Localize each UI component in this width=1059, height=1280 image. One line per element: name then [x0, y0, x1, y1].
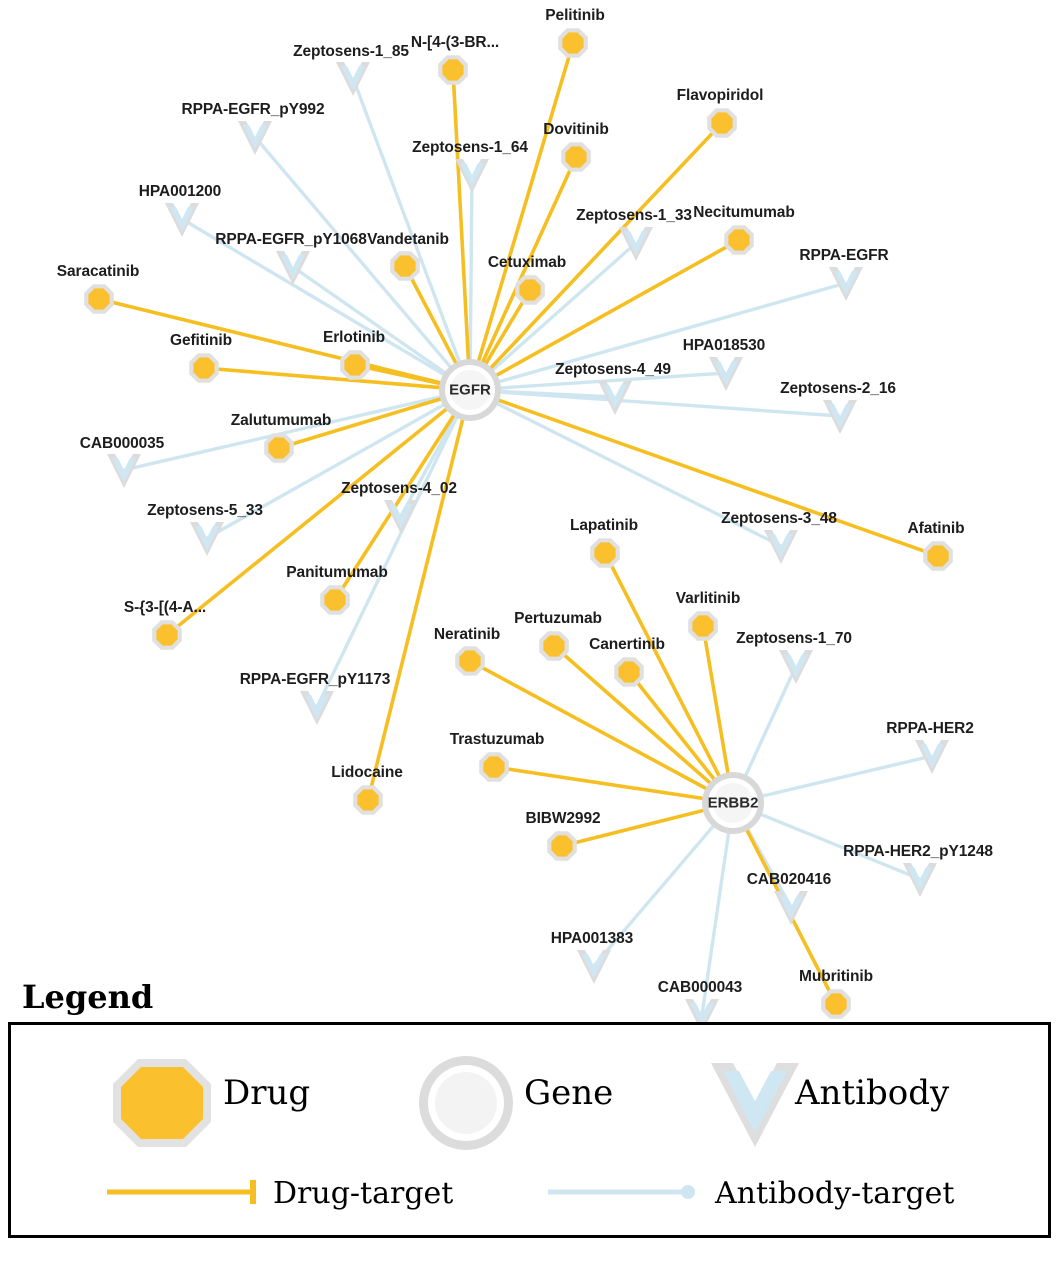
- drug-node[interactable]: [344, 354, 365, 375]
- drug-label: Dovitinib: [543, 121, 609, 138]
- antibody-edge-icon: [544, 1177, 704, 1207]
- antibody-label: HPA018530: [682, 337, 766, 354]
- edge: [293, 267, 445, 373]
- drug-label: N-[4-(3-BR...: [410, 34, 500, 51]
- drug-label: Lapatinib: [570, 517, 638, 534]
- antibody-label: CAB000043: [657, 979, 743, 996]
- drug-label: Pertuzumab: [514, 610, 602, 627]
- legend-label-drug-target: Drug-target: [273, 1176, 454, 1211]
- antibody-label: RPPA-EGFR_pY1173: [239, 671, 391, 688]
- antibody-label: Zeptosens-1_33: [576, 207, 692, 224]
- antibody-label: RPPA-HER2: [886, 720, 974, 737]
- drug-node[interactable]: [519, 279, 540, 300]
- antibody-label: Zeptosens-5_33: [147, 502, 263, 519]
- drug-label: Afatinib: [907, 520, 965, 537]
- drug-label: Cetuximab: [487, 254, 567, 271]
- drug-node[interactable]: [156, 624, 177, 645]
- antibody-label: RPPA-EGFR_pY992: [181, 101, 325, 118]
- drug-label: Zalutumumab: [230, 412, 332, 429]
- drug-edge-icon: [103, 1177, 273, 1207]
- drug-node[interactable]: [193, 357, 214, 378]
- legend-label-gene: Gene: [524, 1073, 614, 1113]
- drug-label: Lidocaine: [331, 764, 403, 781]
- drug-label: Vandetanib: [367, 231, 449, 248]
- edge: [499, 283, 846, 382]
- legend-label-drug: Drug: [223, 1073, 311, 1113]
- antibody-label: CAB000035: [79, 435, 165, 452]
- drug-node[interactable]: [543, 635, 564, 656]
- edge: [204, 368, 440, 388]
- drug-node[interactable]: [728, 229, 749, 250]
- chevron-down-icon: [705, 1053, 805, 1153]
- drug-label: S-{3-[(4-A...: [123, 599, 207, 616]
- drug-label: Saracatinib: [56, 263, 140, 280]
- antibody-label: RPPA-EGFR_pY1068: [215, 231, 367, 248]
- drug-node[interactable]: [711, 112, 732, 133]
- drug-node[interactable]: [551, 835, 572, 856]
- antibody-label: Zeptosens-3_48: [721, 510, 837, 527]
- legend-label-antibody: Antibody: [795, 1073, 950, 1113]
- drug-node[interactable]: [357, 789, 378, 810]
- drug-node[interactable]: [483, 756, 504, 777]
- legend: [0, 978, 1059, 1238]
- drug-node[interactable]: [394, 255, 415, 276]
- drug-label: Neratinib: [433, 626, 501, 643]
- antibody-label: CAB020416: [746, 871, 832, 888]
- drug-node[interactable]: [459, 650, 480, 671]
- drug-node[interactable]: [324, 589, 345, 610]
- antibody-label: Zeptosens-4_49: [555, 361, 671, 378]
- antibody-label: Zeptosens-2_16: [780, 380, 896, 397]
- drug-node[interactable]: [594, 542, 615, 563]
- antibody-label: RPPA-HER2_pY1248: [843, 843, 993, 860]
- drug-label: Mubritinib: [799, 968, 873, 985]
- antibody-label: Zeptosens-4_02: [341, 480, 457, 497]
- drug-label: Necitumumab: [693, 204, 795, 221]
- edge: [762, 756, 932, 796]
- edge: [401, 416, 456, 516]
- edge: [453, 70, 468, 360]
- gene-label: EGFR: [449, 381, 491, 399]
- legend-label-antibody-target: Antibody-target: [715, 1176, 955, 1211]
- antibody-label: HPA001383: [550, 930, 634, 947]
- drug-label: Pelitinib: [545, 7, 605, 24]
- drug-label: Erlotinib: [323, 329, 385, 346]
- drug-label: Flavopiridol: [676, 87, 764, 104]
- drug-node[interactable]: [268, 437, 289, 458]
- edge: [746, 666, 796, 776]
- drug-label: Trastuzumab: [449, 731, 545, 748]
- antibody-label: HPA001200: [138, 183, 222, 200]
- gene-label: ERBB2: [707, 794, 759, 812]
- drug-node[interactable]: [88, 288, 109, 309]
- octagon-icon: [107, 1053, 217, 1153]
- drug-node[interactable]: [618, 661, 639, 682]
- circle-icon: [411, 1053, 521, 1153]
- drug-node[interactable]: [562, 32, 583, 53]
- edge: [317, 417, 457, 707]
- drug-label: Canertinib: [589, 636, 665, 653]
- antibody-label: RPPA-EGFR: [799, 247, 889, 264]
- edge: [470, 175, 472, 360]
- legend-title: Legend: [22, 978, 154, 1016]
- drug-node[interactable]: [927, 545, 948, 566]
- drug-node[interactable]: [565, 146, 586, 167]
- antibody-label: Zeptosens-1_85: [293, 43, 409, 60]
- antibody-label: Zeptosens-1_70: [736, 630, 852, 647]
- drug-node[interactable]: [442, 59, 463, 80]
- legend-box: [8, 1022, 1051, 1238]
- edge: [491, 123, 722, 368]
- drug-label: Panitumumab: [286, 564, 388, 581]
- drug-label: Gefitinib: [170, 332, 232, 349]
- drug-label: BIBW2992: [525, 810, 601, 827]
- edge: [498, 400, 938, 556]
- drug-node[interactable]: [692, 615, 713, 636]
- drug-label: Varlitinib: [675, 590, 741, 607]
- edge: [629, 672, 714, 780]
- antibody-label: Zeptosens-1_64: [412, 139, 528, 156]
